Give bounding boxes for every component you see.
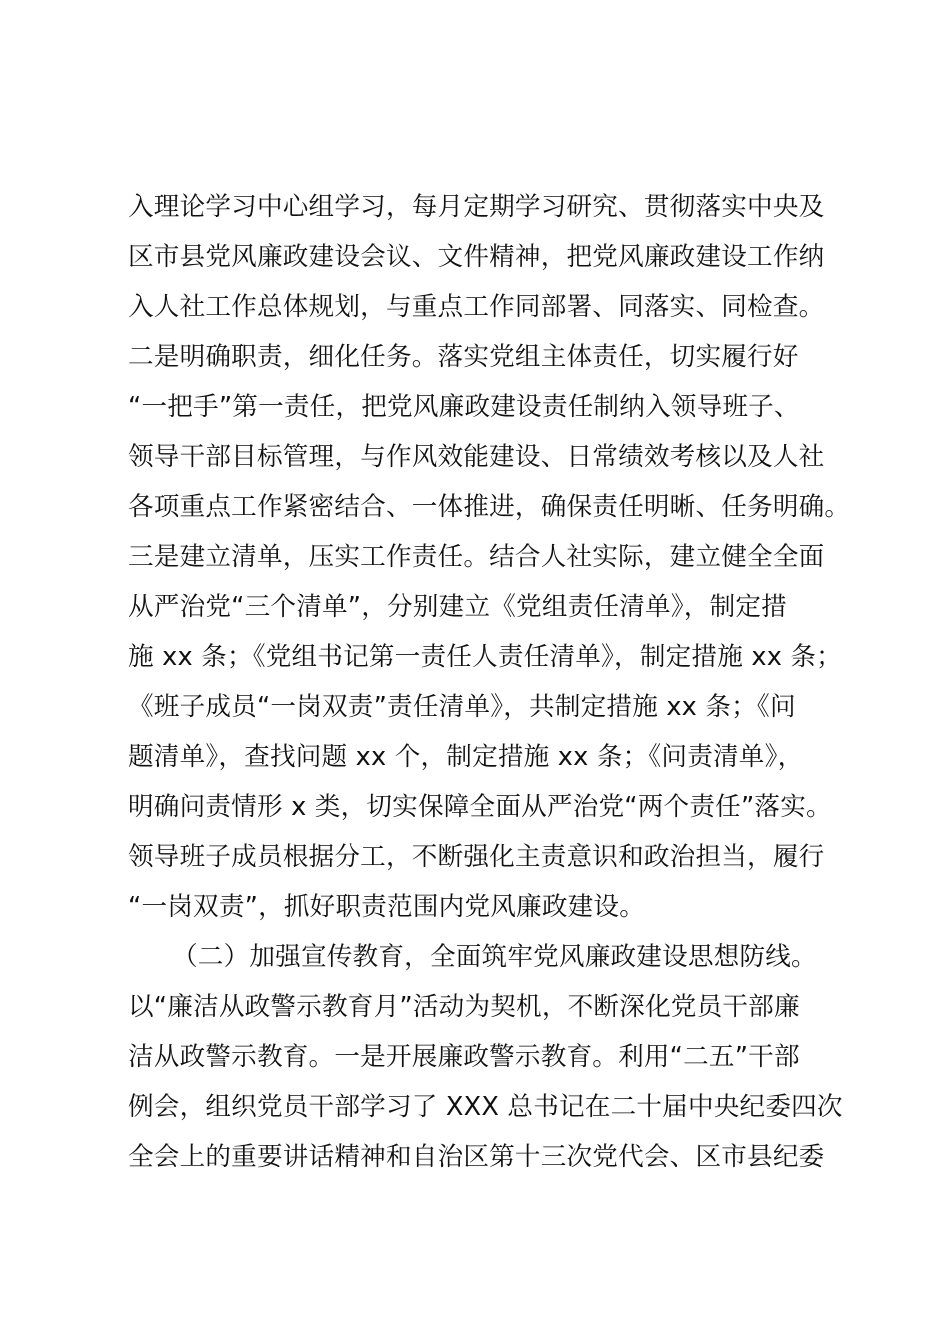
text-line: 各项重点工作紧密结合、一体推进，确保责任明晰、任务明确。 <box>128 492 851 522</box>
text-line: 施 xx 条；《党组书记第一责任人责任清单》，制定措施 xx 条； <box>128 642 842 672</box>
section-heading: （二）加强宣传教育，全面筑牢党风廉政建设思想防线。 <box>172 942 817 972</box>
body-text <box>128 182 868 1182</box>
text-line: 区市县党风廉政建设会议、文件精神，把党风廉政建设工作纳 <box>128 242 825 272</box>
text-line: 从严治党“三个清单”，分别建立《党组责任清单》，制定措 <box>128 592 787 622</box>
text-line: 明确问责情形 x 类，切实保障全面从严治党“两个责任”落实。 <box>128 792 832 822</box>
text-line: 入人社工作总体规划，与重点工作同部署、同落实、同检查。 <box>128 292 825 322</box>
text-line: 领导班子成员根据分工，不断强化主责意识和政治担当，履行 <box>128 842 825 872</box>
text-line: 二是明确职责，细化任务。落实党组主体责任，切实履行好 <box>128 342 799 372</box>
text-line: 入理论学习中心组学习，每月定期学习研究、贯彻落实中央及 <box>128 192 825 222</box>
text-line: 《班子成员“一岗双责”责任清单》，共制定措施 xx 条；《问 <box>128 692 796 722</box>
text-line: 以“廉洁从政警示教育月”活动为契机，不断深化党员干部廉 <box>128 992 800 1022</box>
text-line: 三是建立清单，压实工作责任。结合人社实际，建立健全全面 <box>128 542 825 572</box>
text-line: 题清单》，查找问题 xx 个，制定措施 xx 条；《问责清单》， <box>128 742 804 772</box>
text-line: 洁从政警示教育。一是开展廉政警示教育。利用“二五”干部 <box>128 1042 800 1072</box>
text-line: 全会上的重要讲话精神和自治区第十三次党代会、区市县纪委 <box>128 1142 825 1172</box>
text-line: “一岗双责”，抓好职责范围内党风廉政建设。 <box>128 892 645 922</box>
text-line: “一把手”第一责任，把党风廉政建设责任制纳入领导班子、 <box>128 392 800 422</box>
text-line: 领导干部目标管理，与作风效能建设、日常绩效考核以及人社 <box>128 442 825 472</box>
text-line: 例会，组织党员干部学习了 XXX 总书记在二十届中央纪委四次 <box>128 1092 843 1122</box>
